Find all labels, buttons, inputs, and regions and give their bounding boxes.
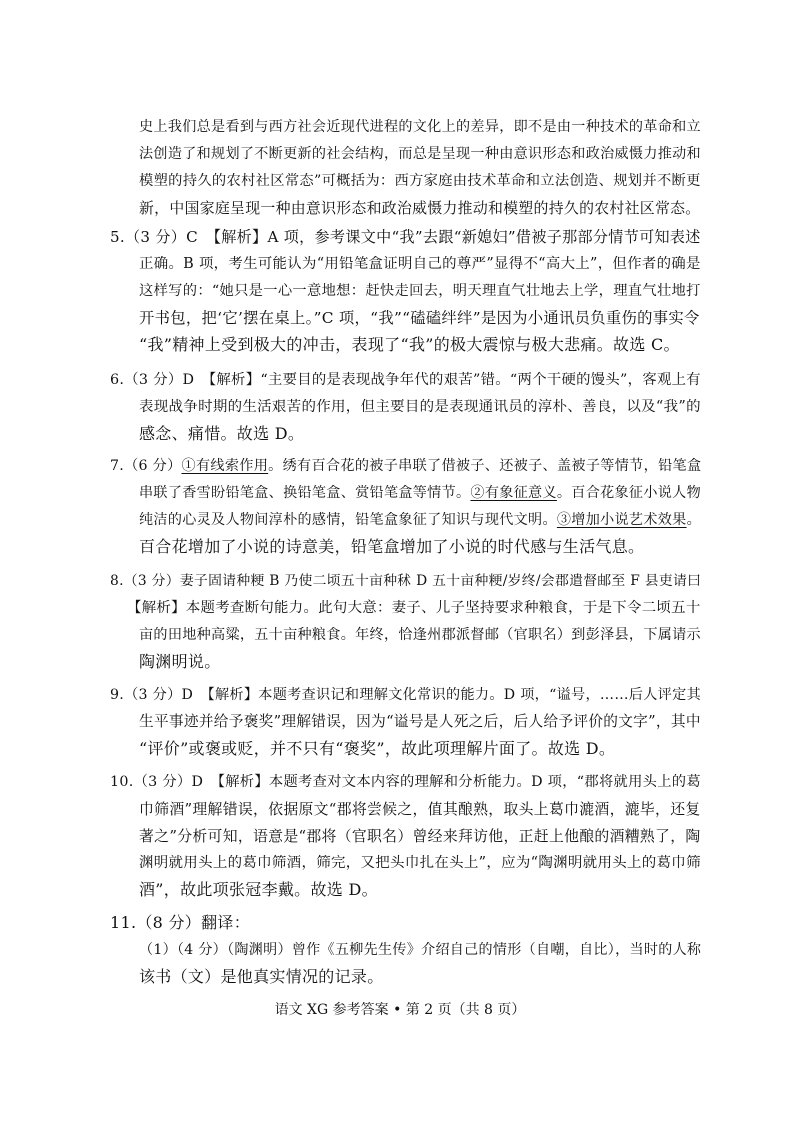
- q5-line: 正确。B 项，考生可能认为“用铅笔盒证明自己的尊严”显得不“高大上”，但作者的确是: [139, 256, 701, 272]
- q10-line: 巾筛酒”理解错误，依据原文“郡将尝候之，值其酿熟，取头上葛巾漉酒，漉毕，还复: [139, 800, 701, 818]
- text-line: 模塑的持久的农村社区常态”可概括为：西方家庭由技术革命和立法创造、规划并不断更: [139, 173, 701, 189]
- text-line: 新，中国家庭呈现一种由意识形态和政治威慑力推动和模塑的持久的农村社区常态。: [139, 199, 701, 217]
- q11-line: （1）（4 分）（陶渊明）曾作《五柳先生传》介绍自己的情形（自嘲，自比），当时的人称: [139, 942, 702, 958]
- q9-line: 9.（3 分）D 【解析】本题考查识记和理解文化常识的能力。D 项，“谥号，……后人评定其: [110, 687, 702, 703]
- q8-line: 亩的田地种高粱，五十亩种粮食。年终，恰逢州郡派督邮（官职名）到彭泽县，下属请示: [139, 627, 701, 643]
- q7-text: 。百合花象征小说人物: [556, 485, 701, 501]
- q7-line-3: [139, 510, 701, 530]
- q5-line: 5.（3 分）C 【解析】A 项，参考课文中“我”去跟“新媳妇”借被子那部分情节可知表述: [110, 228, 701, 246]
- q9-line: 生平事迹并给予褒奖”理解错误，因为“谥号是人死之后，后人给予评价的文字”，其中: [139, 713, 701, 730]
- q5-line: 这样写的：“她只是一心一意地想：赶快走回去，明天理直气壮地去上学，理直气壮地打: [139, 283, 701, 299]
- q5-line: 开书包，把‘它’摆在桌上。”C 项，“我”“磕磕绊绊”是因为小通讯员负重伤的事实令: [139, 309, 700, 327]
- q9-line: “评价”或褒或贬，并不只有“褒奖”，故此项理解片面了。故选 D。: [139, 739, 616, 758]
- page-footer: 语文 XG 参考答案 • 第 2 页（共 8 页）: [274, 1002, 526, 1018]
- key-point-3: ③增加小说艺术效果: [556, 512, 687, 528]
- q7-line-1: [110, 456, 701, 476]
- q7-text: 纯洁的心灵及人物间淳朴的感情，铅笔盒象征了知识与现代文明。: [139, 512, 557, 528]
- text-line: 法创造了和规划了不断更新的社会结构，而总是呈现一种由意识形态和政治威慑力推动和: [139, 146, 701, 162]
- q8-line: 8.（3 分）妻子固请种粳 B 乃使二顷五十亩种秫 D 五十亩种粳/岁终/会郡遣督邮至 F 县吏请曰: [110, 573, 702, 589]
- q10-line: 酒”，故此项张冠李戴。故选 D。: [139, 880, 378, 899]
- q7-number: 7.（6 分）: [110, 458, 182, 474]
- text-line: 史上我们总是看到与西方社会近现代进程的文化上的差异，即不是由一种技术的革命和立: [139, 119, 701, 135]
- q6-line: 6.（3 分）D 【解析】“主要目的是表现战争年代的艰苦”错。“两个干硬的馒头”，客观上有: [110, 372, 701, 388]
- key-point-1: ①有线索作用: [181, 458, 269, 474]
- q7-text: 。绣有百合花的被子串联了借被子、还被子、盖被子等情节，铅笔盒: [268, 458, 702, 474]
- q7-line-2: [139, 483, 701, 503]
- q11-line: 该书（文）是他真实情况的记录。: [139, 967, 384, 986]
- q6-line: 表现战争时期的生活艰苦的作用，但主要目的是表现通讯员的淳朴、善良，以及“我”的: [139, 399, 701, 415]
- q7-text: 串联了香雪盼铅笔盒、换铅笔盒、赏铅笔盒等情节。: [139, 485, 471, 501]
- q8-line: 陶渊明说。: [139, 652, 221, 671]
- q8-line: 【解析】本题考查断句能力。此句大意：妻子、儿子坚持要求种粮食，于是下令二顷五十: [127, 600, 701, 616]
- q5-line: “我”精神上受到极大的冲击，表现了“我”的极大震惊与极大悲痛。故选 C。: [139, 335, 680, 354]
- q7-line: 百合花增加了小说的诗意美，铅笔盒增加了小说的时代感与生活气息。: [139, 537, 645, 556]
- q11-heading: 11.（8 分）翻译：: [110, 913, 251, 932]
- key-point-2: ②有象征意义: [470, 485, 557, 501]
- q10-line: 渊明就用头上的葛巾筛酒，筛完，又把头巾扎在头上”，应为“陶渊明就用头上的葛巾筛: [139, 855, 701, 871]
- q6-line: 感念、痛惜。故选 D。: [139, 424, 305, 443]
- q10-line: 10.（3 分）D 【解析】本题考查对文本内容的理解和分析能力。D 项，“郡将就用头上的葛: [110, 774, 701, 790]
- q7-text: 。: [686, 512, 701, 528]
- q10-line: 著之”分析可知，语意是“郡将（官职名）曾经来拜访他，正赶上他酿的酒糟熟了，陶: [139, 827, 701, 845]
